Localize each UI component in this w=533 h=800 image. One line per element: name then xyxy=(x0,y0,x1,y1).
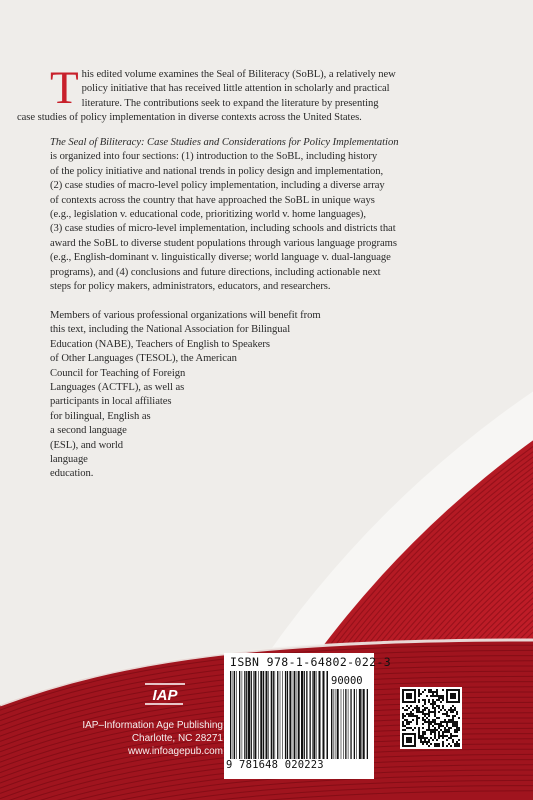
audience-line: (ESL), and world xyxy=(50,439,124,451)
supplement-bars xyxy=(331,689,369,759)
drop-cap: T xyxy=(50,62,79,114)
audience-line: of Other Languages (TESOL), the American xyxy=(50,353,237,365)
sections-line: (2) case studies of macro-level policy implementation, including a diverse array xyxy=(50,180,385,192)
intro-line: literature. The contributions seek to expand the literature by presenting xyxy=(81,97,379,109)
sections-line: programs), and (4) conclusions and future directions, including actionable next xyxy=(50,266,381,278)
blurb-paragraph-intro xyxy=(17,62,486,126)
iap-logo-text: IAP xyxy=(152,687,178,704)
audience-line: Members of various professional organizations will benefit from xyxy=(50,310,321,321)
audience-line: language xyxy=(50,454,88,466)
intro-line: policy initiative that has received little attention in scholarly and practical xyxy=(81,83,390,95)
ean-digits: 9 781648 020223 xyxy=(226,759,324,771)
price-code: 90000 xyxy=(331,675,363,687)
intro-line: his edited volume examines the Seal of Biliteracy (SoBL), a relatively new xyxy=(81,69,396,80)
sections-line: (e.g., legislation v. educational code, prioritizing world v. home languages), xyxy=(50,209,366,221)
blurb-paragraph-audience xyxy=(50,309,350,482)
isbn-text: ISBN 978-1-64802-022-3 xyxy=(230,655,392,669)
publisher-url[interactable]: www.infoagepub.com xyxy=(127,746,223,757)
qr-code-icon xyxy=(402,689,460,747)
ean13-bars xyxy=(230,671,328,759)
audience-line: education. xyxy=(50,468,94,480)
iap-logo-icon xyxy=(143,680,187,708)
sections-line: steps for policy makers, administrators, educators, and researchers. xyxy=(50,281,331,293)
audience-line: Council for Teaching of Foreign xyxy=(50,367,186,379)
book-title-italic: The Seal of Biliteracy: Case Studies and Considerations for Policy Implementation xyxy=(50,137,399,148)
sections-line: of the policy initiative and national trends in policy design and implementation, xyxy=(50,165,384,177)
sections-line: award the SoBL to diverse student populations through various language programs xyxy=(50,237,397,249)
sections-line: (3) case studies of micro-level implementation, including schools and districts that xyxy=(50,223,396,235)
sections-line: of contexts across the country that have approached the SoBL in unique ways xyxy=(50,194,375,206)
audience-line: for bilingual, English as xyxy=(50,410,151,422)
publisher-city: Charlotte, NC 28271 xyxy=(131,733,223,744)
sections-line: is organized into four sections: (1) introduction to the SoBL, including history xyxy=(50,151,378,163)
audience-line: participants in local affiliates xyxy=(50,396,172,408)
publisher-name: IAP–Information Age Publishing xyxy=(82,720,223,731)
audience-line: Languages (ACTFL), as well as xyxy=(50,382,185,394)
audience-line: this text, including the National Association for Bilingual xyxy=(50,324,291,336)
blurb-paragraph-sections xyxy=(50,136,490,294)
isbn-barcode xyxy=(224,653,392,779)
intro-line: case studies of policy implementation in diverse contexts across the United States. xyxy=(17,112,362,124)
audience-line: a second language xyxy=(50,425,127,437)
audience-line: Education (NABE), Teachers of English to Speakers xyxy=(50,338,270,350)
qr-code[interactable] xyxy=(400,687,462,749)
sections-line: (e.g., English-dominant v. linguistically diverse; world language v. dual-language xyxy=(50,252,391,264)
